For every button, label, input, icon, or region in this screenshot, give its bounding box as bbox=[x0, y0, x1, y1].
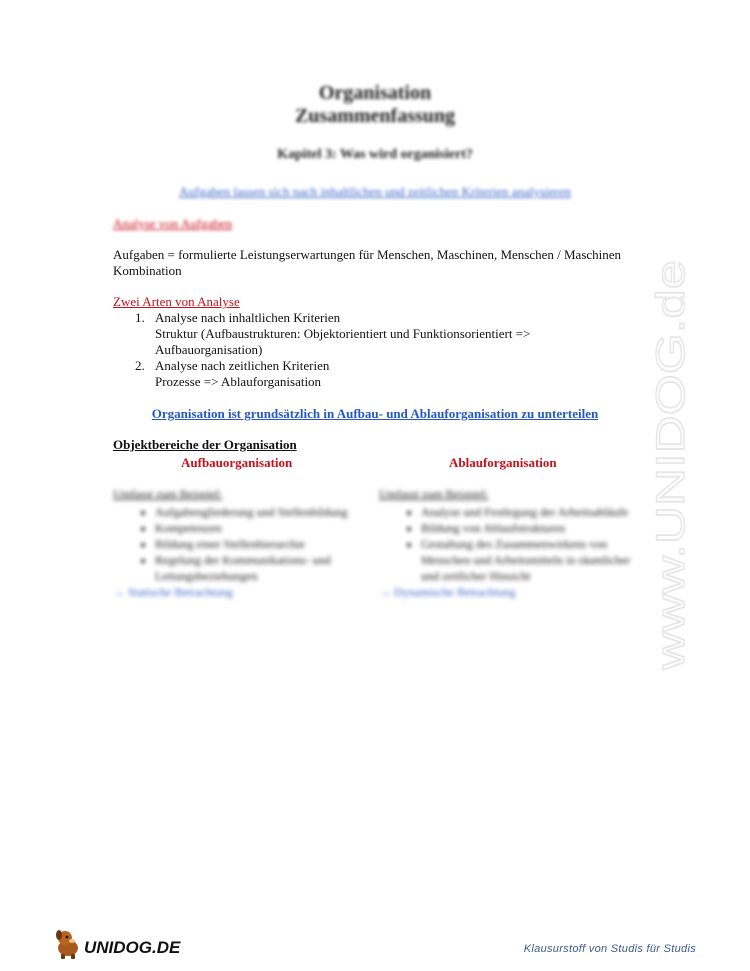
watermark bbox=[640, 250, 700, 680]
list-item: • Aufgabengliederung und Stellenbildung bbox=[155, 504, 373, 520]
left-column bbox=[113, 486, 373, 600]
analysis-list bbox=[113, 310, 593, 390]
subtitle-link: Aufgaben lassen sich nach inhaltlichen und zeitlichen Kriterien analysieren bbox=[178, 184, 572, 199]
dog-icon bbox=[56, 930, 78, 959]
list-item: • Gestaltung des Zusammenwirkens von Menschen und Arbeitsmitteln in räumlicher und zeitlicher Hinsicht bbox=[421, 536, 639, 584]
list-item bbox=[113, 310, 593, 358]
list-item-detail: Struktur (Aufbaustrukturen: Objektorientiert und Funktionsorientiert => Aufbauorganisation) bbox=[155, 326, 531, 357]
column-conclusion: → Statische Betrachtung bbox=[113, 585, 233, 599]
footer-tagline: Klausurstoff von Studis für Studis bbox=[523, 943, 696, 955]
list-item: • Kompetenzen bbox=[155, 520, 373, 536]
title-line-1: Organisation bbox=[318, 82, 432, 104]
column-conclusion: → Dynamische Betrachtung bbox=[379, 585, 516, 599]
list-item: • Bildung von Ablaufstrukturen bbox=[421, 520, 639, 536]
unidog-logo bbox=[52, 926, 182, 962]
list-item-detail: Prozesse => Ablauforganisation bbox=[155, 374, 322, 389]
watermark-text: www.UNIDOG.de bbox=[649, 358, 693, 670]
list-item: • Regelung der Kommunikations- und Leitungsbeziehungen bbox=[155, 552, 373, 584]
column-lead: Umfasst zum Beispiel: bbox=[379, 487, 489, 501]
right-column-heading: Ablauforganisation bbox=[449, 455, 557, 470]
left-column-heading: Aufbauorganisation bbox=[181, 455, 293, 470]
logo-text: UNIDOG.DE bbox=[84, 938, 181, 957]
list-item: • Analyse und Festlegung der Arbeitsabläufe bbox=[421, 504, 639, 520]
list-item-title: Analyse nach inhaltlichen Kriterien bbox=[155, 310, 341, 325]
list-number: 2. bbox=[135, 358, 145, 373]
section-heading-analysis: Analyse von Aufgaben bbox=[113, 216, 233, 231]
list-item: • Bildung einer Stellenhierarchie bbox=[155, 536, 373, 552]
title-line-2: Zusammenfassung bbox=[294, 105, 456, 127]
left-column-list bbox=[113, 504, 373, 584]
definition-text: Aufgaben = formulierte Leistungserwartungen für Menschen, Maschinen, Menschen / Maschinen Kombination bbox=[113, 247, 622, 278]
summary-banner: Organisation ist grundsätzlich in Aufbau- und Ablauforganisation zu unterteilen bbox=[151, 406, 599, 421]
objects-heading: Objektbereiche der Organisation bbox=[113, 437, 297, 452]
document-title bbox=[0, 82, 750, 128]
chapter-heading: Kapitel 3: Was wird organisiert? bbox=[277, 147, 473, 162]
column-lead: Umfasst zum Beispiel: bbox=[113, 487, 223, 501]
list-item-title: Analyse nach zeitlichen Kriterien bbox=[155, 358, 330, 373]
list-number: 1. bbox=[135, 310, 145, 325]
list-item bbox=[113, 358, 593, 390]
right-column bbox=[379, 486, 639, 600]
section-heading-types: Zwei Arten von Analyse bbox=[113, 294, 240, 309]
right-column-list bbox=[379, 504, 639, 584]
